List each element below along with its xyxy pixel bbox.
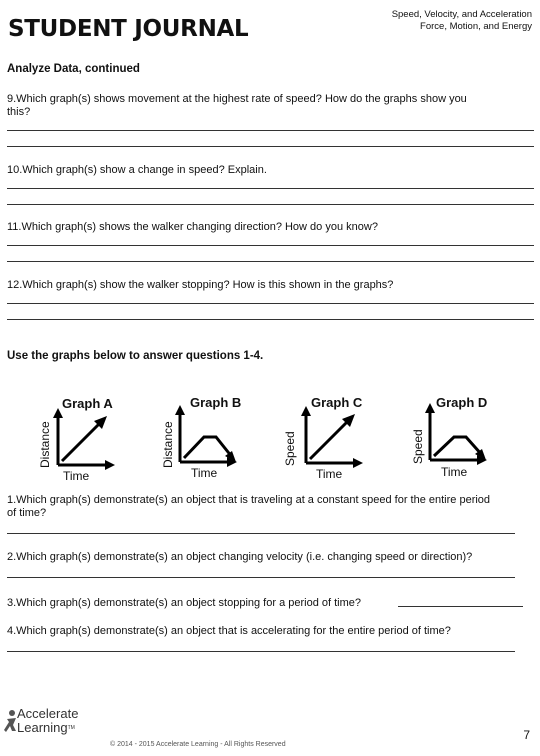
graph-b-xlabel: Time bbox=[191, 466, 218, 480]
graph-c-xlabel: Time bbox=[316, 467, 343, 481]
question-11: 11.Which graph(s) shows the walker changing direction? How do you know? bbox=[7, 221, 378, 233]
graph-c-plot bbox=[298, 403, 368, 468]
topic-line-1: Speed, Velocity, and Acceleration bbox=[391, 9, 532, 20]
question-9 bbox=[7, 93, 527, 119]
answer-line[interactable] bbox=[7, 319, 534, 320]
question-1-line-2: of time? bbox=[7, 507, 47, 519]
graph-d-plot bbox=[422, 400, 492, 465]
question-12: 12.Which graph(s) show the walker stopping? How is this shown in the graphs? bbox=[7, 279, 394, 291]
graph-b-plot bbox=[172, 402, 242, 467]
question-4: 4.Which graph(s) demonstrate(s) an object that is accelerating for the entire period of time? bbox=[7, 625, 451, 637]
answer-line[interactable] bbox=[7, 188, 534, 189]
logo-text-line-1: Accelerate bbox=[17, 706, 79, 721]
question-1-line-1: 1.Which graph(s) demonstrate(s) an object that is traveling at a constant speed for the entire period bbox=[7, 494, 491, 506]
graph-c-ylabel: Speed bbox=[283, 431, 297, 466]
question-10: 10.Which graph(s) show a change in speed? Explain. bbox=[7, 164, 267, 176]
logo-word-learning: Learning bbox=[17, 720, 68, 735]
answer-line[interactable] bbox=[7, 245, 534, 246]
question-1 bbox=[7, 494, 534, 520]
section-heading-analyze: Analyze Data, continued bbox=[7, 63, 140, 75]
logo-text-line-2 bbox=[17, 721, 75, 735]
graph-a-plot bbox=[50, 405, 120, 470]
graph-b-ylabel: Distance bbox=[161, 421, 175, 468]
question-9-line-2: this? bbox=[7, 106, 31, 118]
graph-a-xlabel: Time bbox=[63, 469, 90, 483]
graph-a-title: Graph A bbox=[62, 396, 113, 411]
graph-d-ylabel: Speed bbox=[411, 429, 425, 464]
graph-d-title: Graph D bbox=[436, 395, 488, 410]
answer-line[interactable] bbox=[7, 130, 534, 131]
graph-a-ylabel: Distance bbox=[38, 421, 52, 468]
graph-d-xlabel: Time bbox=[441, 465, 468, 479]
answer-line[interactable] bbox=[7, 577, 515, 578]
graph-c-title: Graph C bbox=[311, 395, 363, 410]
question-9-line-1: 9.Which graph(s) shows movement at the highest rate of speed? How do the graphs show you bbox=[7, 93, 467, 105]
topic-line-2: Force, Motion, and Energy bbox=[420, 21, 532, 32]
answer-line[interactable] bbox=[398, 606, 523, 607]
answer-line[interactable] bbox=[7, 261, 534, 262]
answer-line[interactable] bbox=[7, 204, 534, 205]
question-2: 2.Which graph(s) demonstrate(s) an object changing velocity (i.e. changing speed or direction)? bbox=[7, 551, 473, 563]
answer-line[interactable] bbox=[7, 146, 534, 147]
logo-figure-icon bbox=[4, 709, 18, 739]
section-heading-graphs: Use the graphs below to answer questions 1-4. bbox=[7, 350, 264, 362]
copyright-text: © 2014 - 2015 Accelerate Learning - All Rights Reserved bbox=[110, 741, 286, 748]
answer-line[interactable] bbox=[7, 303, 534, 304]
graph-b-title: Graph B bbox=[190, 395, 242, 410]
journal-title: STUDENT JOURNAL bbox=[8, 16, 249, 42]
answer-line[interactable] bbox=[7, 533, 515, 534]
question-3: 3.Which graph(s) demonstrate(s) an object stopping for a period of time? bbox=[7, 597, 362, 609]
topic-header bbox=[392, 9, 532, 33]
page-number: 7 bbox=[523, 728, 530, 742]
logo-trademark: TM bbox=[67, 725, 75, 731]
answer-line[interactable] bbox=[7, 651, 515, 652]
